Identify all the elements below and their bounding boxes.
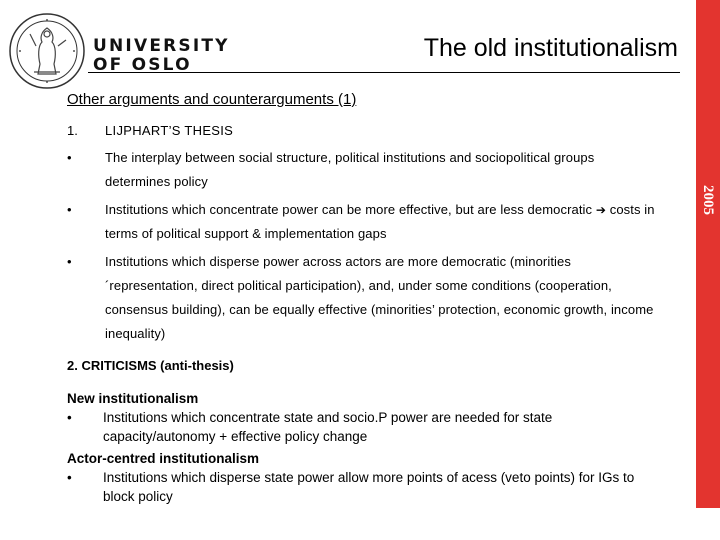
bullet-text-part: costs in terms of political support & implementation gaps <box>105 202 655 241</box>
criticism-group-title: Actor-centred institutionalism <box>67 451 260 466</box>
bullet-icon: • <box>67 254 72 269</box>
slide-title: The old institutionalism <box>423 34 678 62</box>
bullet-icon: • <box>67 470 72 485</box>
bullet-text <box>105 198 657 246</box>
bullet-text: Institutions which disperse state power allow more points of acess (veto points) for IGs to block policy <box>103 470 635 504</box>
side-year-label: 2005 <box>700 185 716 215</box>
university-name-line1: UNIVERSITY <box>93 36 230 56</box>
bullet-text: Institutions which concentrate state and socio.P power are needed for state capacity/autonomy + effective policy change <box>103 410 553 444</box>
title-divider <box>88 72 680 73</box>
criticism-bullet <box>67 408 667 446</box>
university-seal-icon <box>8 12 86 90</box>
criticism-group-title: New institutionalism <box>67 391 199 406</box>
university-name-line2: OF OSLO <box>93 55 192 75</box>
bullet-icon: • <box>67 150 72 165</box>
bullet-text-part: Institutions which concentrate power can be more effective, but are less democratic <box>105 202 596 217</box>
bullet-text: Institutions which disperse power across actors are more democratic (minorities´representation, direct political participation), and, under some conditions (cooperation, consensus building), can be equally effective (minorities’ protection, economic growth, income inequality) <box>105 254 654 341</box>
slide-subtitle: Other arguments and counterarguments (1) <box>67 91 357 108</box>
bullet-text: The interplay between social structure, political institutions and sociopolitical groups determines policy <box>105 150 595 189</box>
criticism-group-new-institutionalism <box>67 389 667 446</box>
section2-heading: 2. CRITICISMS (anti-thesis) <box>67 358 234 373</box>
criticism-bullet <box>67 468 667 506</box>
bullet-icon: • <box>67 410 72 425</box>
bullet-icon: • <box>67 202 72 217</box>
side-accent-bar <box>696 0 720 508</box>
section1-number: 1. <box>67 123 78 138</box>
criticism-group-actor-centred <box>67 449 667 506</box>
arrow-right-icon: ➔ <box>595 203 607 217</box>
section1-heading: LIJPHART’S THESIS <box>105 123 234 138</box>
university-wordmark <box>93 37 230 75</box>
